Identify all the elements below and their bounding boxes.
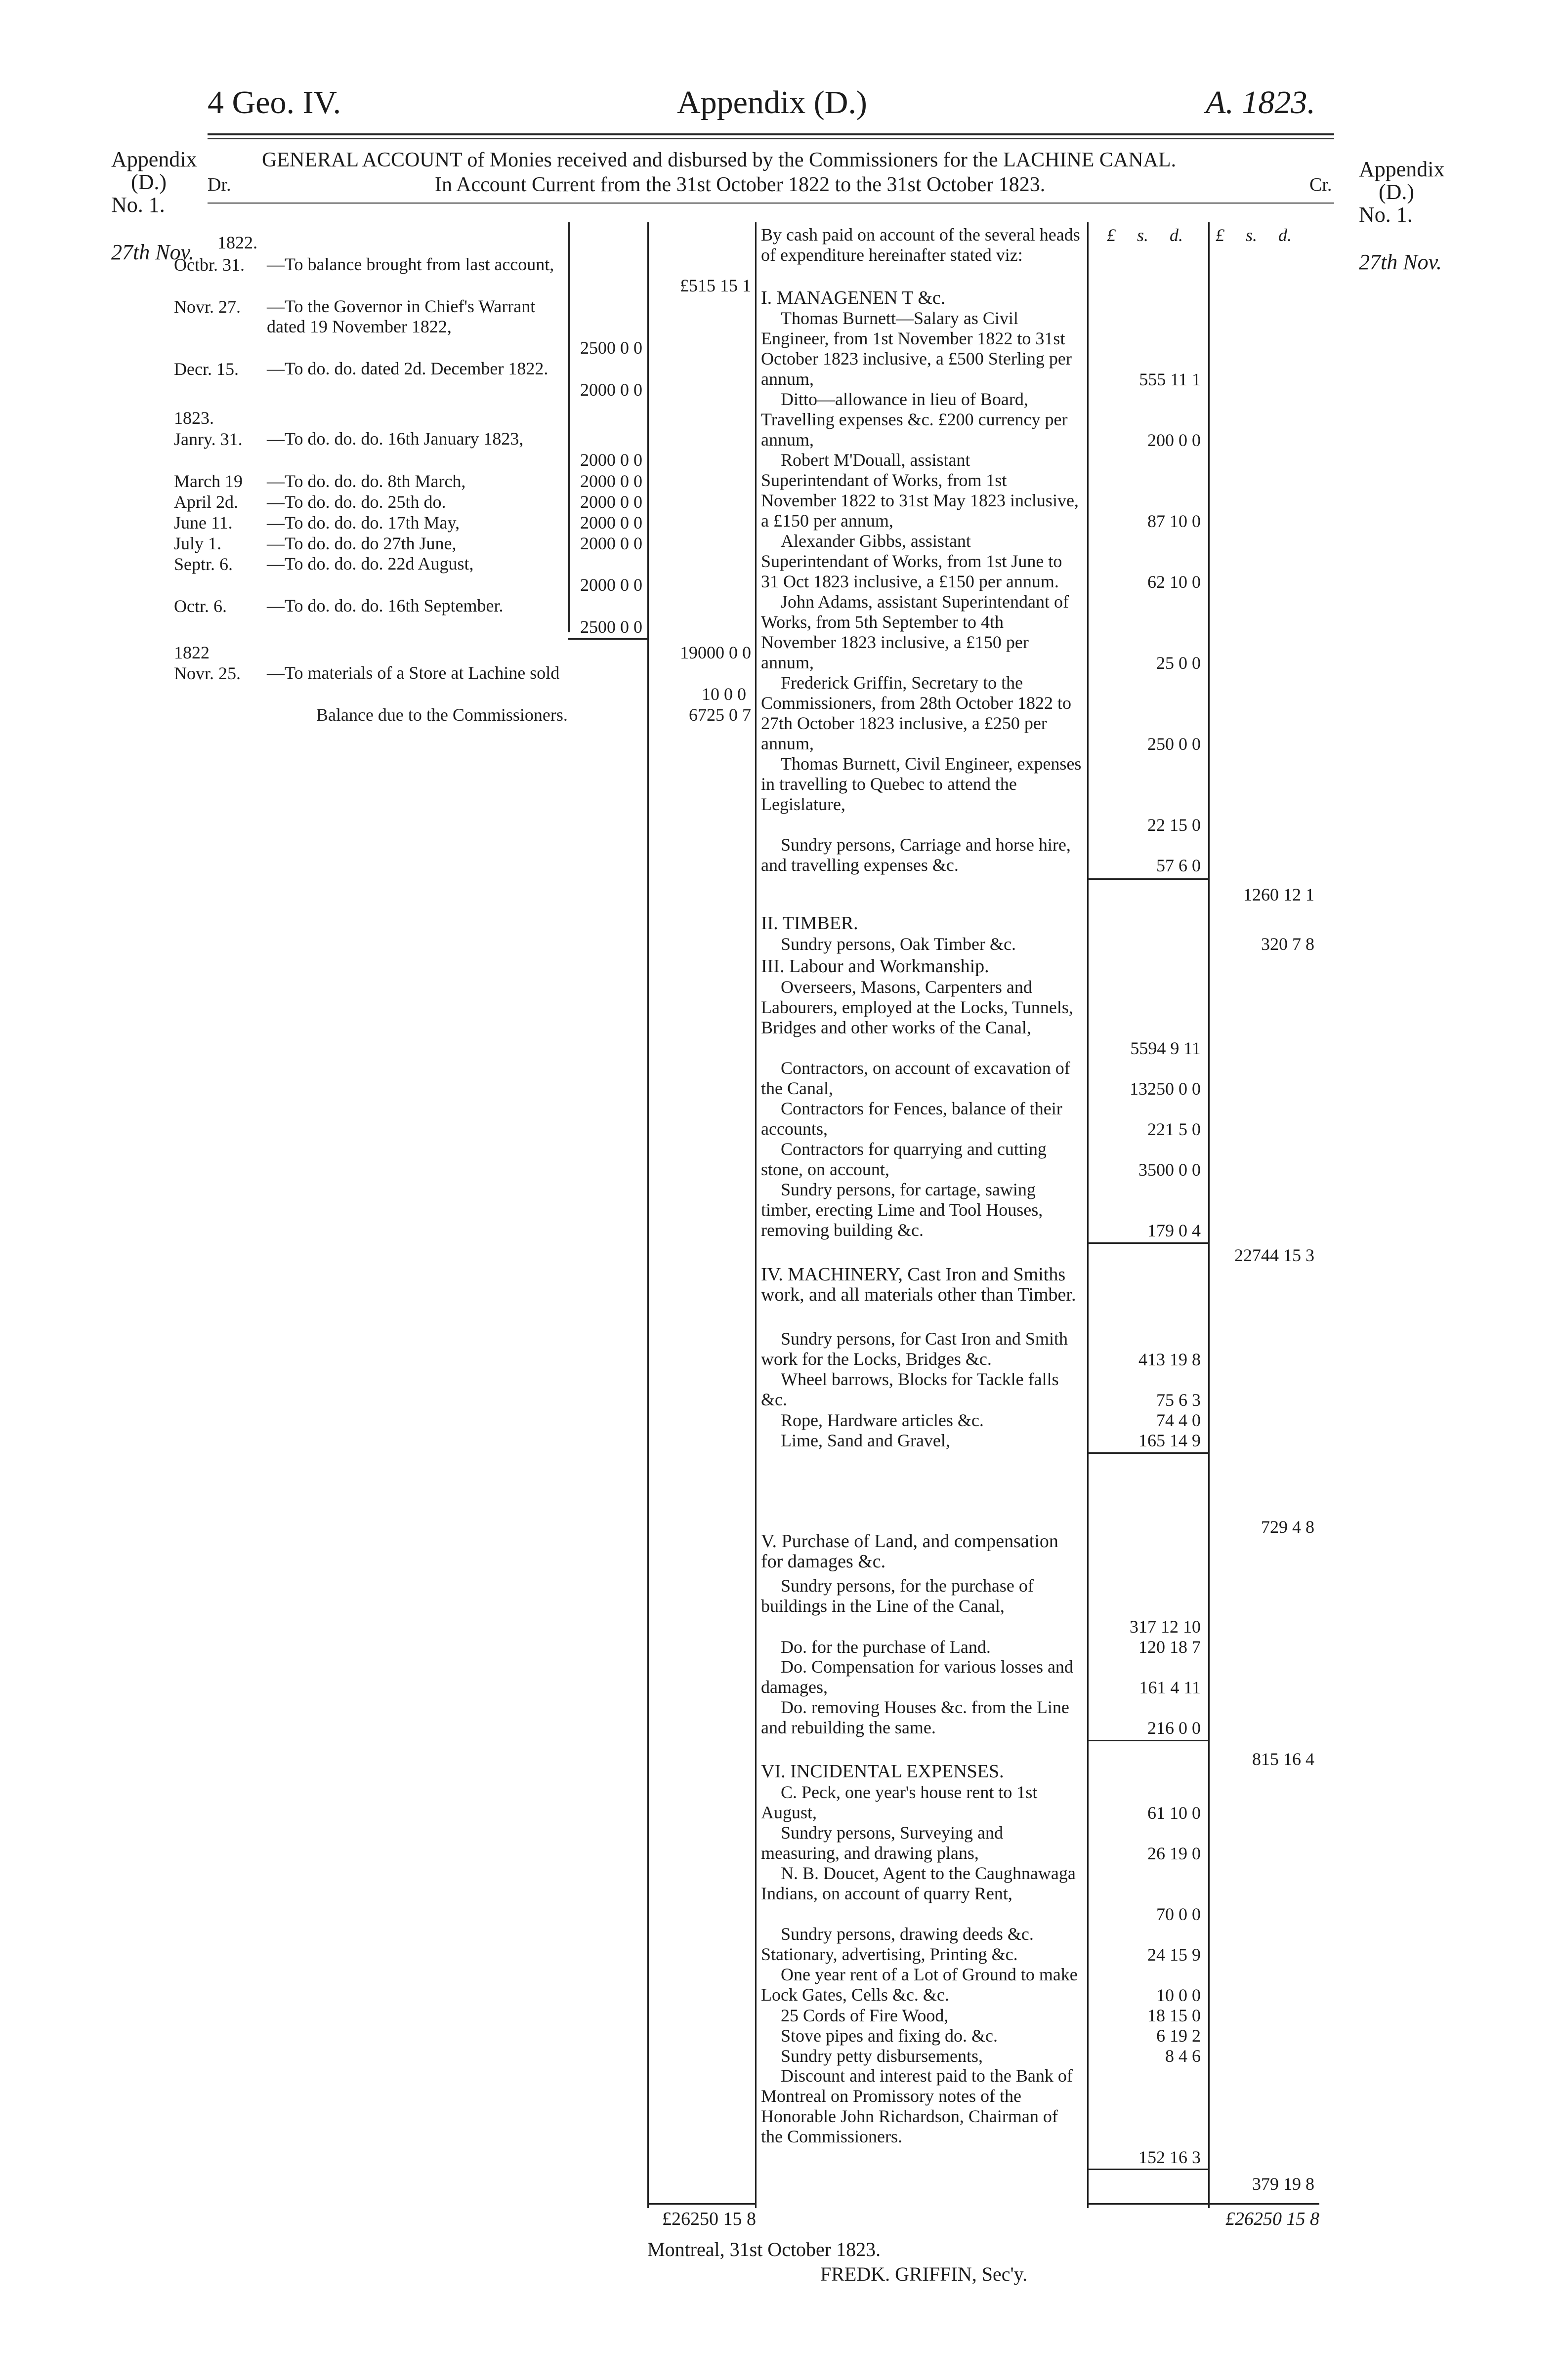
credit-item-text: John Adams, assistant Superintendant of Works, from 5th September to 4th November 1823 inclusive, a £150 per annum, [761,592,1069,672]
credit-item-amount: 26 19 0 [1147,1844,1201,1863]
margin-left-date: 27th Nov. [111,240,194,264]
credit-item-text: Thomas Burnett—Salary as Civil Engineer, from 1st November 1822 to 31st October 1823 inclusive, a £500 Sterling per annum, [761,308,1072,389]
debit-entry-amount: 2000 0 0 [580,513,642,533]
credit-item-amount: 555 11 1 [1139,369,1201,389]
margin-left [111,148,197,264]
debit-date: Novr. 25. [174,663,241,683]
debit-date: Octbr. 31. [174,255,245,275]
margin-right [1359,158,1445,274]
credit-item-text: Discount and interest paid to the Bank of Montreal on Promissory notes of the Honorable John Richardson, Chairman of the Commissioners. [761,2066,1073,2146]
credit-total-rule [1208,222,1210,2208]
credit-item-amount: 221 5 0 [1147,1119,1201,1139]
credit-item-amount: 8 4 6 [1165,2046,1201,2066]
credit-item-amount: 152 16 3 [1138,2147,1201,2167]
debit-date: Septr. 6. [174,554,233,574]
title-line-2: In Account Current from the 31st October 1822 to the 31st October 1823. [435,173,1046,196]
credit-item-text: Rope, Hardware articles &c. [781,1410,984,1430]
debit-entry-amount: 2000 0 0 [580,450,642,470]
credit-item-amount: 413 19 8 [1138,1350,1201,1369]
section-heading-timber: II. TIMBER. [761,913,858,934]
credit-item-amount: 57 6 0 [1156,856,1201,875]
credit-item-text: Do. Compensation for various losses and damages, [761,1657,1073,1697]
credit-item-text: Ditto—allowance in lieu of Board, Travelling expenses &c. £200 currency per annum, [761,389,1068,450]
head-rule [208,133,1334,135]
credit-section-total: 1260 12 1 [1243,885,1314,904]
credit-item-text: Sundry persons, for the purchase of buildings in the Line of the Canal, [761,1576,1034,1616]
running-head-left: 4 Geo. IV. [208,84,341,121]
credit-item-amount: 200 0 0 [1147,430,1201,450]
debit-entry-amount: 2000 0 0 [580,492,642,512]
debit-entry-amount: 2000 0 0 [580,471,642,491]
margin-left-appendix: Appendix [111,147,197,171]
credit-item-amount: 61 10 0 [1147,1803,1201,1823]
credit-intro: By cash paid on account of the several heads of expenditure hereinafter stated viz: [761,225,1080,265]
credit-section-total: 729 4 8 [1261,1517,1314,1537]
credit-item-amount: 161 4 11 [1139,1678,1201,1697]
debit-grand-total-rule [647,2203,755,2205]
title-line-1: GENERAL ACCOUNT of Monies received and disbursed by the Commissioners for the LACHINE CANAL. [262,149,1177,171]
debit-date: Novr. 27. [174,297,241,317]
credit-col-head-items: £ s. d. [1107,225,1183,245]
dr-mark: Dr. [208,174,231,195]
credit-section-rule [1087,2169,1208,2170]
credit-item-amount: 25 0 0 [1156,653,1201,673]
debit-entry-text: —To balance brought from last account, [267,254,554,274]
credit-section-total: 815 16 4 [1252,1749,1314,1769]
credit-item-amount: 216 0 0 [1147,1718,1201,1738]
debit-entry-text: —To do. do. do 27th June, [267,533,457,553]
credit-item-text: Sundry petty disbursements, [781,2046,983,2066]
head-rule-thin [208,138,1334,139]
credit-item-amount: 5594 9 11 [1130,1038,1201,1058]
debit-grand-total: £26250 15 8 [662,2209,756,2229]
credit-item-text: One year rent of a Lot of Ground to make Lock Gates, Cells &c. &c. [761,1965,1078,2005]
credit-item-text: Do. removing Houses &c. from the Line and rebuilding the same. [761,1697,1069,1737]
credit-grand-total-rule [1087,2203,1319,2205]
credit-grand-total: £26250 15 8 [1225,2209,1319,2229]
running-head-center: Appendix (D.) [677,84,867,121]
debit-entry-amount: 2500 0 0 [580,617,642,637]
credit-item-amount: 120 18 7 [1138,1637,1201,1657]
credit-item-text: Contractors, on account of excavation of the Canal, [761,1058,1070,1098]
debit-entry-amount: 2000 0 0 [580,575,642,595]
credit-item-amount: 3500 0 0 [1138,1160,1201,1180]
credit-item-text: Sundry persons, for Cast Iron and Smith work for the Locks, Bridges &c. [761,1329,1068,1369]
credit-item-text: Do. for the purchase of Land. [781,1637,991,1657]
section-heading-management: I. MANAGENEN T &c. [761,287,946,308]
section-heading-land: V. Purchase of Land, and compensation for damages &c. [761,1531,1058,1572]
credit-section-total: 22744 15 3 [1234,1245,1314,1265]
credit-item-text: N. B. Doucet, Agent to the Caughnawaga Indians, on account of quarry Rent, [761,1863,1076,1903]
debit-balance-amount: 6725 0 7 [689,705,751,725]
debit-entry-text: —To do. do. do. 17th May, [267,513,460,533]
credit-item-text: Alexander Gibbs, assistant Superintendant of Works, from 1st June to 31 Oct 1823 inclusive, a £150 per annum. [761,531,1062,591]
credit-item-text: Thomas Burnett, Civil Engineer, expenses in travelling to Quebec to attend the Legislature, [761,754,1082,814]
debit-date: April 2d. [174,492,238,512]
credit-item-amount: 22 15 0 [1147,815,1201,835]
debit-total-rule-left [647,222,649,2208]
debit-date: June 11. [174,513,233,533]
section-heading-incidental: VI. INCIDENTAL EXPENSES. [761,1761,1004,1782]
debit-entry-text: —To do. do. dated 2d. December 1822. [267,359,548,378]
credit-section-rule [1087,1242,1208,1244]
margin-left-no: No. 1. [111,193,165,217]
credit-section-total: 320 7 8 [1261,934,1314,954]
credit-col-head-totals: £ s. d. [1216,225,1292,245]
credit-item-amount: 74 4 0 [1156,1410,1201,1430]
credit-item-text: Robert M'Douall, assistant Superintendant of Works, from 1st November 1822 to 31st May 1823 inclusive, a £150 per annum, [761,450,1079,531]
credit-section-rule [1087,878,1208,880]
credit-item-amount: 250 0 0 [1147,734,1201,754]
credit-item-text: Sundry persons, Carriage and horse hire, and travelling expenses &c. [761,835,1071,875]
credit-item-text: C. Peck, one year's house rent to 1st August, [761,1782,1038,1822]
debit-date: Octr. 6. [174,596,227,616]
credit-item-text: Overseers, Masons, Carpenters and Labourers, employed at the Locks, Tunnels, Bridges and other works of the Canal, [761,977,1073,1037]
debit-year-1823: 1823. [174,408,214,428]
debit-store-text: —To materials of a Store at Lachine sold [267,663,560,683]
margin-right-appendix: Appendix [1359,157,1445,181]
credit-item-amount: 75 6 3 [1156,1390,1201,1410]
footer-signature: FREDK. GRIFFIN, Sec'y. [820,2263,1028,2285]
credit-section-rule [1087,1740,1208,1741]
debit-entry-amount: 2000 0 0 [580,533,642,553]
debit-entry-text: —To do. do. do. 16th January 1823, [267,429,524,449]
credit-item-text: Lime, Sand and Gravel, [781,1431,950,1450]
debit-subtotal-rule [568,638,647,640]
title-rule [208,203,1334,204]
credit-item-amount: 317 12 10 [1130,1617,1201,1637]
debit-entry-text: —To do. do. do. 8th March, [267,471,466,491]
credit-item-amount: 6 19 2 [1156,2026,1201,2046]
credit-item-text: Stove pipes and fixing do. &c. [781,2026,998,2046]
credit-item-text: Sundry persons, Surveying and measuring, and drawing plans, [761,1823,1003,1863]
credit-section-total: 379 19 8 [1252,2174,1314,2194]
debit-store-amount: 10 0 0 [702,684,746,704]
debit-year-1822: 1822. [217,233,257,252]
debit-year-1822-second: 1822 [174,643,210,662]
debit-entry-text: —To do. do. do. 16th September. [267,596,504,616]
credit-item-text: 25 Cords of Fire Wood, [781,2006,949,2025]
debit-balance-brought: £515 15 1 [680,276,751,295]
margin-right-date: 27th Nov. [1359,250,1442,274]
debit-date: July 1. [174,533,222,553]
credit-section-rule [1087,1452,1208,1454]
credit-item-text: Wheel barrows, Blocks for Tackle falls &c. [761,1369,1059,1409]
credit-item-amount: 62 10 0 [1147,572,1201,592]
credit-item-text: Sundry persons, drawing deeds &c. Stationary, advertising, Printing &c. [761,1924,1034,1964]
credit-item-amount: 18 15 0 [1147,2006,1201,2025]
credit-item-amount: 165 14 9 [1138,1431,1201,1450]
credit-item-amount: 87 10 0 [1147,511,1201,531]
credit-item-amount: 13250 0 0 [1130,1079,1201,1099]
credit-text-rule [755,222,757,2208]
section-heading-labour: III. Labour and Workmanship. [761,956,989,977]
footer-place-date: Montreal, 31st October 1823. [647,2238,881,2260]
section-heading-machinery: IV. MACHINERY, Cast Iron and Smiths work, and all materials other than Timber. [761,1264,1076,1305]
credit-item-text: Contractors for quarrying and cutting stone, on account, [761,1139,1047,1179]
debit-amount-rule [568,222,570,632]
cr-mark: Cr. [1309,174,1332,195]
debit-entry-text: —To the Governor in Chief's Warrant dated 19 November 1822, [267,296,536,336]
credit-item-text: Contractors for Fences, balance of their accounts, [761,1099,1062,1139]
margin-left-d: (D.) [131,170,167,194]
debit-subtotal: 19000 0 0 [680,643,751,662]
credit-item-text: Sundry persons, for cartage, sawing timber, erecting Lime and Tool Houses, removing building &c. [761,1180,1043,1240]
debit-date: March 19 [174,471,243,491]
debit-date: Decr. 15. [174,359,239,379]
credit-item-amount: 179 0 4 [1147,1221,1201,1240]
debit-date: Janry. 31. [174,429,243,449]
debit-balance-text: Balance due to the Commissioners. [316,705,568,725]
credit-item-amount: 24 15 9 [1147,1945,1201,1965]
debit-entry-amount: 2500 0 0 [580,338,642,358]
credit-item-text: Frederick Griffin, Secretary to the Commissioners, from 28th October 1822 to 27th October 1823 inclusive, a £250 per annum, [761,673,1071,753]
margin-right-d: (D.) [1379,180,1415,204]
margin-right-no: No. 1. [1359,203,1413,227]
debit-entry-text: —To do. do. do. 25th do. [267,492,446,512]
credit-item-amount: 70 0 0 [1156,1904,1201,1924]
running-head-right: A. 1823. [1206,84,1315,121]
debit-entry-text: —To do. do. do. 22d August, [267,554,474,574]
debit-entry-amount: 2000 0 0 [580,380,642,400]
credit-item-amount: 10 0 0 [1156,1985,1201,2005]
credit-item-text: Sundry persons, Oak Timber &c. [781,934,1016,954]
